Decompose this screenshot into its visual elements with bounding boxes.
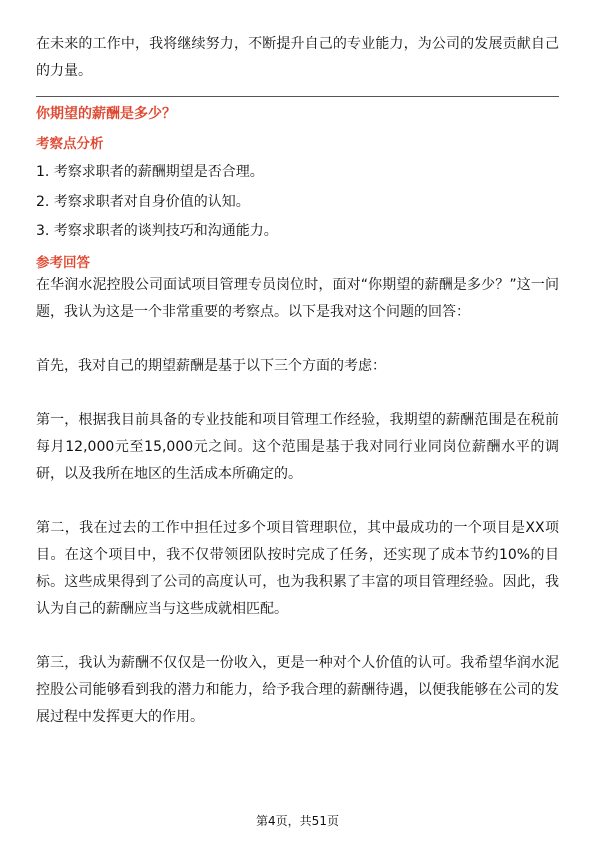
- list-item: 1. 考察求职者的薪酬期望是否合理。: [36, 164, 264, 180]
- intro-paragraph: 在未来的工作中，我将继续努力，不断提升自己的专业能力，为公司的发展贡献自己的力量。: [36, 36, 559, 79]
- page-number: 第4页，共51页: [256, 814, 339, 828]
- section-divider: [36, 96, 559, 97]
- reference-heading: 参考回答: [36, 255, 90, 271]
- answer-paragraph: 首先，我对自己的期望薪酬是基于以下三个方面的考虑：: [36, 358, 386, 374]
- question-heading: 你期望的薪酬是多少？: [36, 106, 176, 122]
- list-item: 2. 考察求职者对自身价值的认知。: [36, 193, 250, 210]
- answer-paragraph: 第二，我在过去的工作中担任过多个项目管理职位，其中最成功的一个项目是XX项目。在这个项目中，我不仅带领团队按时完成了任务，还实现了成本节约10%的目标。这些成果得到了公司的高度认可，也为我积累了丰富的项目管理经验。因此，我认为自己的薪酬应当与这些成就相匹配。: [36, 520, 559, 617]
- answer-paragraph: 第三，我认为薪酬不仅仅是一份收入，更是一种对个人价值的认可。我希望华润水泥控股公司能够看到我的潜力和能力，给予我合理的薪酬待遇，以便我能够在公司的发展过程中发挥更大的作用。: [36, 655, 559, 725]
- reference-answer: [36, 272, 559, 758]
- answer-paragraph: 在华润水泥控股公司面试项目管理专员岗位时，面对“你期望的薪酬是多少？”这一问题，我认为这是一个非常重要的考察点。以下是我对这个问题的回答：: [36, 277, 559, 320]
- analysis-heading: 考察点分析: [36, 136, 104, 152]
- analysis-list: [36, 158, 278, 247]
- answer-paragraph: 第一，根据我目前具备的专业技能和项目管理工作经验，我期望的薪酬范围是在税前每月12,000元至15,000元之间。这个范围是基于我对同行业同岗位薪酬水平的调研，以及我所在地区的生活成本所确定的。: [36, 412, 559, 482]
- list-item: 3. 考察求职者的谈判技巧和沟通能力。: [36, 223, 278, 239]
